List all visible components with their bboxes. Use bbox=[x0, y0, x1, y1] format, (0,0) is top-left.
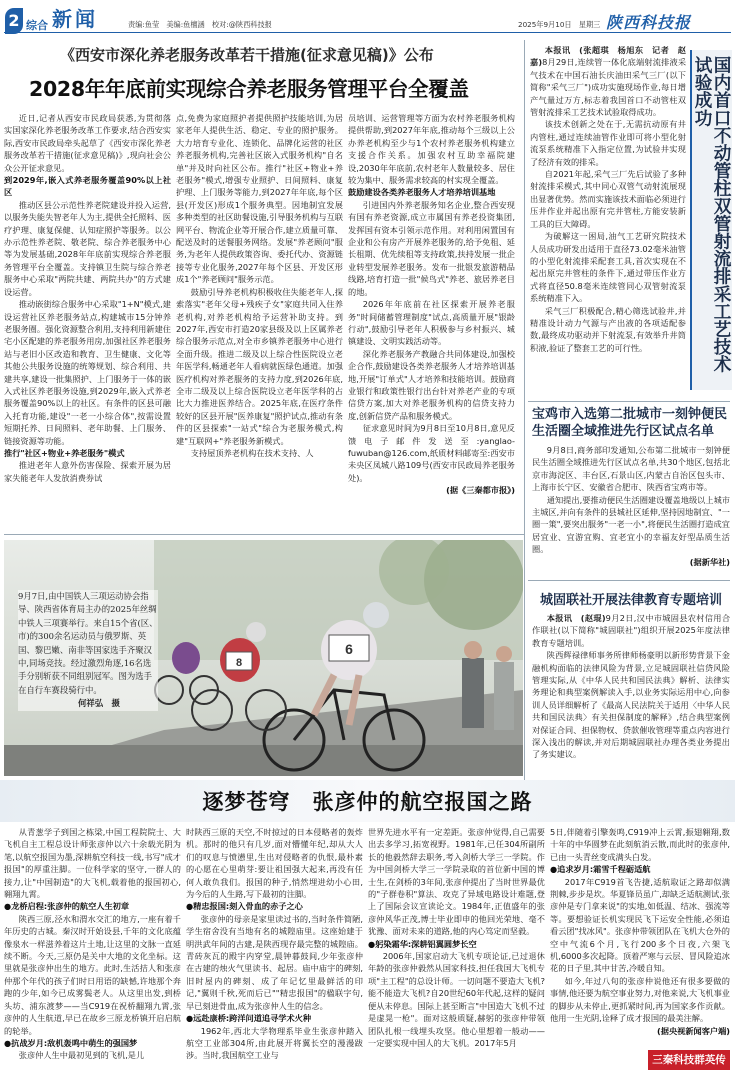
lead-bottom-rule bbox=[4, 534, 524, 535]
feature-col-2: 时陕西三原的天空,不时掠过的日本侵略者的轰炸机。那时的他只有几岁,面对懵懂年纪,却从大人们的叹息与愤懑里,生出对侵略者的仇恨,最朴素的心愿在心里萌芽:要让祖国强大起来,再没有任何人敢负我们。报国的种子,悄然埋进幼小心田,为今后的人生路,写下最初的注脚。 ●精忠报国:刻入骨血的赤子之心 张彦仲的母亲是家里读过书的,当时条件简陋,学生宿舍没有当地有名的城隍庙里。这座始建于明洪武年间的古建,是陕西现存最完整的城隍庙。青砖灰瓦的殿宇内穿堂,晨钟暮鼓间,少年张彦仲在古建的烛火气里读书、起居。庙中庙宇的碑刻,旧时屋内的碑刻、成了年记忆里最鲜活的印记,"翼则千秋,死而后已""精忠报国"的楹联字句,早已刻进骨血,成为张彦仲人生的信念。 ●远赴康桥:跨洋问道追寻学术火种 1962年,西北大学物理系毕业生张彦仲踏入航空工业部304所,由此展开将翼长空的漫漫跋涉。当时,我国航空工业与 bbox=[186, 827, 363, 1061]
tech-title-text: 国内首口不动管柱双管射流排采工艺技术试验成功 bbox=[692, 56, 731, 373]
footer-tag: 三秦科技群英传 bbox=[648, 1050, 730, 1070]
photo-credit: 何祥弘 摄 bbox=[78, 698, 120, 709]
lead-col-2: 点,免费为家庭照护者提供照护技能培训,为居家老年人提供生活、稳定、专业的照护服务。大力培育专业化、连锁化、品牌化运营的社区养老服务机构,完善社区嵌入式服务机构"自名单"并及时向社区公布。推行"社区+物业+养老服务"模式,增强专业照护、日间照料、康复护理、上门服务等能力,到2027年年底,每个区县(开发区)形成1个服务典型。因地制宜发展多种类型的社区助餐设施,引导服务机构与互联网平台、物流企业等开展合作,建立质量可靠、配送及时的送餐服务网络。发展"养老顾问"服务,为老年人提供政策咨询、委托代办、资源链接等专业化服务,2027年每个区县、开发区形成1个"养老顾问"服务示范。 鼓励引导养老机构积极收住失能老年人,探索落实"老年父母+残疾子女"家庭共同入住养老机构,对养老机构给予运营补助支持。到2027年,西安市打造20家县级及以上区属养老综合服务示范点,对全市乡镇养老服务中心进行全面升级。推进二级及以上综合性医院设立老年医学科,畅通老年人看病就医绿色通道。加强医疗机构对养老服务的支持力度,到2026年底,全市二级及以上综合医院设立老年医学科的占比大力推进医养结合。2025年底,在医疗条件较好的区县开展"医养康复"照护试点,推动有条件的区县探索"一站式"综合为老服务模式,构建"互联网+"养老服务新模式。 支持屋顶养老机构在技术支持、人 bbox=[176, 113, 343, 458]
editor-line: 责编:鱼莹 美编:鱼檀涵 校对:@陕西科技报 bbox=[128, 20, 272, 29]
header-rule bbox=[4, 32, 731, 33]
right-rule-2 bbox=[528, 580, 730, 581]
tech-story-body: 本报讯 (张超琪 杨旭东 记者 赵嘉)8月29日,连续管一体化底端射流排液采气技术在中国石油长庆油田采气三厂(以下简称"采气三厂")成功实施现场作业,每日增产气量过万方,标志着我国首口不动管柱双管射流排采工艺技术试验取得成功。 该技术创新之处在于,无需抗动原有井内管柱,通过连续油管作业即可将小型化射流泵系统精准下入指定位置,为试验井实现了经济有效的排采。 自2021年起,采气三厂先后试验了多种射流排采模式,其中同心双管气动射流展现出显著优势。然而实施该技术面临必须进行压井作业并起出原有完井管柱,方能安装新工具的巨大障碍。 为破解这一困局,油气工艺研究院技术人员成功研发出适用于直径73.02毫米油管的小型化射流排采配套工具,首次实现在不起出原完井管柱的条件下,通过带压作业方式将直径50.8毫米连续管同心双管射流泵系统精准下入。 采气三厂积极配合,精心筛选试验井,并精准设计动力气源与产出液的各项适配参数,最终成功驱动并下射流泵,有效举升井筒积液,验证了整套工艺的可行性。 bbox=[530, 45, 686, 353]
vertical-divider bbox=[524, 40, 525, 780]
chenggu-reporter-line: 本报讯 (赵琨) bbox=[546, 613, 606, 623]
chenggu-body: 本报讯 (赵琨)9月2日,汉中市城固县农村信用合作联社(以下简称"城固联社")组织开展2025年度法律教育专题培训。 陕西辉禄律师事务所律师杨豪明以新形势背景下金融机构面临的法律风险为背景,立足城固联社信贷风险管理实际,从《中华人民共和国民法典》解析、法律实务理论和典型案例解读入手,以业务实际运用中心,向参训人员详细解析了《最高人民法院关于适用〈中华人民共和国民法典〉有关担保制度的解释》,结合典型案例对保证合同、担保物权、贷款催收管理等重点内容进行深入浅出的解读,并对后期城固联社办理各类业务提出了务实建议。 bbox=[532, 613, 730, 760]
feature-col-3: 世界先进水平有一定差距。张彦仲觉得,自己需要出去多学习,拓宽视野。1981年,已任304所副所长的他毅然辞去职务,考入剑桥大学三一学院。作为中国剑桥大学三一学院录取的首位新中国的博士生,在剑桥的3年间,张彦仲提出了当时世界最优的"子群卷积"算法、攻克了异域电路设计难题,登上了国际会议宣读论文。1984年,正值盛年的张彦仲风华正茂,博士毕业即申的他回光荣地、毫不犹豫、面对未来的道路,他的内心笃定而坚毅。 ●躬染霜华:深耕铝翼圆梦长空 2006年,国家启动大飞机专项论证,已过退休年龄的张彦仲毅然从国家科技,担任我国大飞机专项"主工程"的总设计师。一切问题不要造大飞机?能不能造大飞机?自20世纪60年代起,这样的疑问便从未停息。国际上甚至断言"中国造大飞机不过是虚晃一枪"。面对这般质疑,赫躬的张彦仲带领团队扎根一线埋头攻坚。他心里想着一般动——一定要实现中国人的大飞机。2017年5月 bbox=[368, 827, 545, 1048]
lead-kicker: 《西安市深化养老服务改革若干措施(征求意见稿)》公布 bbox=[60, 46, 434, 64]
chenggu-title: 城固联社开展法律教育专题培训 bbox=[539, 593, 722, 608]
lead-col-1: 近日,记者从西安市民政局获悉,为贯彻落实国家深化养老服务改革工作要求,结合西安实际,西安市民政局牵头起草了《西安市深化养老服务改革若干措施(征求意见稿)》,现向社会公众公开征求意见。 到2029年,嵌入式养老服务覆盖90%以上社区 推动区县公示范性养老院建设并投入运营,以服务失能失智老年人为主,提供全托照料、医疗护理、康复保健、认知症照护等服务。以公办示范性养老院、敬老院、综合养老服务中心等为发展基础,2028年年底前实现综合养老服务管理平台全覆盖。支持镇卫生院与综合养老服务中心采取"两院共建、两院共办"的方式建设运营。 推动嵌街综合服务中心采取"1+N"模式,建设运营社区养老服务站点,构建城市15分钟养老服务圈。强化资源整合利用,支持利用新建住宅小区配建的养老服务用房,加强社区养老服务站与老旧小区改造和教育、卫生健康、文化等其他公共服务设施的统筹规划、综合利用、共建共享,建设一批集照护、上门服务于一体的嵌入式社区养老服务设施,到2029年,嵌入式养老服务覆盖90%以上的社区。有条件的区县可融入托育功能,建设"一老一小综合体",按需设置短期托养、日间照料、老年助餐、上门服务、链接资源等功能。 推行"社区+物业+养老服务"模式 推进老年人意外伤害保险、探索开展为居家失能老年人发放消费券试 bbox=[4, 113, 171, 483]
feature-col-4: 5日,伴随着引擎轰鸣,C919冲上云霄,振翅翱翔,数十年的中华圆梦在此刻航消云散,而此时的张彦仲,已由一头青丝变成满头白发。 ●追求岁月:霜雪千程砺适航 2017年C919首飞告捷,适航取证之路却似满荆棘,步步是坎。华夏锋员虽广,却缺乏适航测试,张彦仲是专门拿来说"的实地,如低温、结冰、强流等等。要想验证长机实现民飞下运安全性能,必须追看云团"找冰风"。张彦仲带领团队在飞机大仓外的空中气流6个月,飞行200多个日夜,六架飞机,6000多次起降。顶着严寒与云层、冒风险追冰花的日子里,其中甘苦,冷暖自知。 如今,年过八旬的张彦仲说他还有很多要做的事情,他还要为航空事业努力,对他来说,大飞机事业的脚步从未停止,更抓紧时间,再为国家多作贡献。他用一生光阴,诠释了成才报国的最美注解。 (据央视新闻客户端) bbox=[550, 827, 730, 1036]
photo-caption: 9月7日,由中国铁人三项运动协会指导、陕西省体育局主办的2025年丝绸中铁人三项赛举行。来自15个省(区、市)的300余名运动员与俄罗斯、英国、黎巴嫩、南非等国家选手齐聚汉中,同场竞技。经过激烈角逐,16名选手分别斩获不同组别冠军。图为选手在自行车赛段骑行中。 何祥弘 摄 bbox=[18, 590, 158, 711]
baoji-body: 9月8日,商务部印发通知,公布第二批城市一刻钟便民生活圈全域推进先行区试点名单,共30个地区,包括北京市海淀区、丰台区,石景山区,内蒙古自治区包头市、上海市长宁区、安徽省合肥市、陕西省宝鸡市等。 通知提出,要推动便民生活圈建设覆盖地级以上城市主城区,并向有条件的县城社区延伸,坚持因地制宜、"一圈一策",要突出服务"一老一小",将便民生活圈打造成宜居宜业、宜游宜购、宜老宜小的幸福友好型品质生活圈。 (据新华社) bbox=[532, 445, 730, 567]
baoji-title: 宝鸡市入选第二批城市一刻钟便民生活圈全域推进先行区试点名单 bbox=[532, 407, 728, 439]
right-rule-1 bbox=[528, 401, 730, 402]
feature-col-1: 从青葱学子到国之栋梁,中国工程院院士、大飞机自主工程总设计师张彦仲以六十余载光阴为笔,以航空报国为墨,深耕航空科技一线,书写"成才报国"的厚重注脚。一位科学家的坚守,一群人的接力,让"中国制造"的大飞机,载着他的报国初心,翱翔九霄。 ●龙桥启程:张彦仲的航空人生初章 陕西三原,泾水和渭水交汇的地方,一座有着千年历史的古城。秦汉时开始设县,千年的文化底蕴像泉水一样滋养着这片土地,让这里的文脉一直延续不断。今天,三原仍是关中大地的文化坐标。这里就是张彦仲出生的地方。此时,生活拮人和张彦仲那个年代的孩子们时日用语的缺憾,许地那个奔跑的少年,如今已成雾鬓老人。从这里出发,到桥头坊、浦东渡梦——当C919在祝桥翻翔九霄,张彦仲的人生航道,早已在故乡三原龙桥镇开启启航的轮举。 ●抗战岁月:敌机轰鸣中萌生的强国梦 张彦仲人生中最初见到的飞机,是儿 bbox=[4, 827, 181, 1061]
race-bib-lead: 6 bbox=[345, 641, 353, 657]
tech-reporter-line: 本报讯 (张超琪 杨旭东 记者 赵嘉) bbox=[530, 45, 686, 68]
section-small: 综合 bbox=[26, 19, 48, 32]
feature-headline: 逐梦苍穹 张彦仲的航空报国之路 bbox=[202, 789, 533, 814]
race-bib-second: 8 bbox=[235, 657, 243, 669]
issue-date: 2025年9月10日 星期三 bbox=[518, 20, 601, 29]
lead-col-3: 员培训、运营管理等方面为农村养老服务机构提供帮助,到2027年年底,推动每个三级以上公办养老机构至少与1个农村养老服务机构建立支援合作关系。加强农村互助幸福院建设,2030年年底前,农村老年人数量较多、居住较为集中、服务需求较高的村实现全覆盖。 鼓励建设各类养老服务人才培养培训基地 引进国内外养老服务知名企业,整合西安现有国有养老资源,成立市属国有养老投资集团,发挥国有资本引领示范作用。对利用闲置国有企业和公有房产开展养老服务的,给予免租、延长租期、优先续租等支持政策,扶持发展一批企业转型发展养老服务。发布一批银发旅游精品线路,培育打造一批"候鸟式"养老、旅居养老目的地。 2026年年底前在社区探索开展养老服务"时间储蓄管理制度"试点,高质量开展"银龄行动",鼓励引导老年人积极参与乡村振兴、城镇建设、文明实践活动等。 深化养老服务产教融合共同体建设,加强校企合作,鼓励建设各类养老服务人才培养培训基地,开展"订单式"人才培养和技能培训。鼓励商业银行和政策性银行出台针对养老产业的专项信贷方案,加大对养老服务机构的信贷支持力度,创新信贷产品和服务模式。 征求意见时间为9月8日至10月8日,意见反馈电子邮件发送至:yanglao-fuwuban@126.com,纸质材料邮寄至:西安市未央区凤城八路109号(西安市民政局养老服务处)。 (据《三秦都市报》) bbox=[348, 113, 515, 496]
lead-headline: 2028年年底前实现综合养老服务管理平台全覆盖 bbox=[29, 77, 469, 101]
page-number-badge: 2 bbox=[5, 8, 23, 34]
masthead: 陕西科技报 bbox=[606, 13, 692, 32]
section-big: 新闻 bbox=[52, 7, 98, 31]
